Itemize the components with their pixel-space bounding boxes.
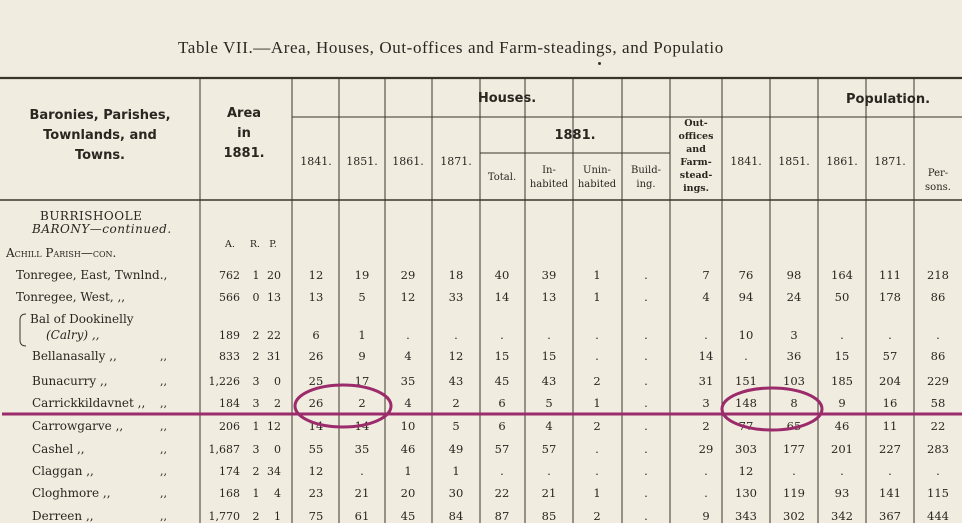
area-unit: R. bbox=[249, 239, 261, 250]
row-name: Cashel ,, bbox=[32, 442, 85, 456]
row-area-p: 4 bbox=[274, 487, 281, 500]
row-value: 4 bbox=[702, 290, 710, 304]
row-value: 4 bbox=[545, 419, 553, 433]
row-value: . bbox=[644, 396, 648, 410]
row-value: 10 bbox=[400, 419, 416, 433]
row-value: 1 bbox=[593, 290, 601, 304]
row-value: 15 bbox=[834, 349, 850, 363]
header-out-offices: Out- bbox=[684, 118, 708, 129]
row-area-a: 833 bbox=[219, 350, 240, 363]
header-persons: Per- bbox=[927, 168, 949, 179]
row-value: 9 bbox=[838, 396, 846, 410]
row-value: 2 bbox=[702, 419, 710, 433]
row-value: . bbox=[454, 328, 458, 342]
row-ditto: ,, bbox=[160, 375, 167, 388]
header-pop-year: 1841. bbox=[730, 155, 762, 168]
row-bracket bbox=[20, 314, 26, 346]
row-value: 94 bbox=[738, 290, 754, 304]
row-area-p: 34 bbox=[267, 465, 281, 478]
row-name: (Calry) ,, bbox=[46, 328, 100, 342]
row-value: 1 bbox=[404, 464, 412, 478]
row-value: 4 bbox=[404, 396, 412, 410]
row-value: 61 bbox=[354, 509, 370, 523]
header-pop-year: 1861. bbox=[826, 155, 858, 168]
header-pop-year: 1851. bbox=[778, 155, 810, 168]
row-value: 45 bbox=[400, 509, 416, 523]
row-area-r: 0 bbox=[252, 291, 260, 304]
row-area-p: 0 bbox=[274, 443, 281, 456]
row-value: 35 bbox=[400, 374, 416, 388]
header-sub-1881: ing. bbox=[636, 179, 656, 190]
row-name: Claggan ,, bbox=[32, 464, 94, 478]
row-value: 23 bbox=[308, 486, 324, 500]
row-value: 15 bbox=[494, 349, 510, 363]
row-value: 1 bbox=[452, 464, 460, 478]
row-value: . bbox=[644, 290, 648, 304]
header-sub-1881: Unin- bbox=[583, 165, 611, 176]
row-value: . bbox=[792, 464, 796, 478]
row-value: 5 bbox=[452, 419, 460, 433]
row-area-r: 2 bbox=[252, 465, 260, 478]
header-sub-1881: habited bbox=[577, 179, 617, 190]
row-value: 151 bbox=[735, 374, 757, 388]
area-unit: A. bbox=[225, 239, 235, 250]
row-name: Tonregee, East, Twnlnd., bbox=[16, 268, 168, 282]
row-value: 93 bbox=[834, 486, 850, 500]
row-value: 18 bbox=[448, 268, 464, 282]
row-ditto: ,, bbox=[160, 397, 167, 410]
row-value: 43 bbox=[541, 374, 557, 388]
row-value: 86 bbox=[930, 349, 946, 363]
row-ditto: ,, bbox=[160, 510, 167, 523]
area-unit: P. bbox=[269, 239, 277, 250]
row-value: 6 bbox=[498, 396, 506, 410]
row-value: 86 bbox=[930, 290, 946, 304]
row-value: 19 bbox=[354, 268, 370, 282]
row-value: 2 bbox=[358, 396, 366, 410]
row-area-r: 2 bbox=[252, 510, 260, 523]
row-area-a: 1,687 bbox=[208, 443, 240, 456]
row-area-p: 31 bbox=[267, 350, 281, 363]
row-value: 367 bbox=[879, 509, 901, 523]
header-sub-1881: Build- bbox=[631, 165, 661, 176]
row-value: 77 bbox=[738, 419, 754, 433]
row-value: . bbox=[704, 486, 708, 500]
header-out-offices: Farm- bbox=[680, 157, 712, 168]
row-area-r: 1 bbox=[252, 487, 260, 500]
row-area-p: 22 bbox=[267, 329, 281, 342]
row-value: 58 bbox=[930, 396, 946, 410]
row-value: 22 bbox=[930, 419, 946, 433]
row-value: 45 bbox=[494, 374, 510, 388]
row-value: 218 bbox=[927, 268, 949, 282]
header-out-offices: offices bbox=[678, 131, 714, 142]
row-value: 87 bbox=[494, 509, 510, 523]
row-value: 12 bbox=[308, 268, 324, 282]
row-value: . bbox=[547, 328, 551, 342]
row-value: 229 bbox=[927, 374, 949, 388]
row-value: . bbox=[644, 442, 648, 456]
row-area-p: 2 bbox=[274, 397, 281, 410]
row-value: . bbox=[936, 328, 940, 342]
row-value: 46 bbox=[834, 419, 850, 433]
row-value: . bbox=[644, 328, 648, 342]
row-value: 25 bbox=[308, 374, 324, 388]
row-ditto: ,, bbox=[160, 420, 167, 433]
row-value: 201 bbox=[831, 442, 853, 456]
row-value: 26 bbox=[308, 396, 324, 410]
header-year: 1861. bbox=[392, 155, 424, 168]
row-value: 50 bbox=[834, 290, 850, 304]
row-area-a: 168 bbox=[219, 487, 240, 500]
row-value: 302 bbox=[783, 509, 805, 523]
row-value: 76 bbox=[738, 268, 754, 282]
row-value: . bbox=[644, 374, 648, 388]
row-area-a: 1,226 bbox=[208, 375, 240, 388]
row-value: . bbox=[644, 268, 648, 282]
row-name: Carrickkildavnet ,, bbox=[32, 396, 146, 410]
row-value: 130 bbox=[735, 486, 757, 500]
row-value: . bbox=[936, 464, 940, 478]
row-value: . bbox=[595, 349, 599, 363]
row-value: 21 bbox=[541, 486, 557, 500]
row-area-p: 12 bbox=[267, 420, 281, 433]
row-value: 36 bbox=[786, 349, 802, 363]
row-value: 2 bbox=[452, 396, 460, 410]
row-value: . bbox=[644, 464, 648, 478]
row-value: . bbox=[595, 328, 599, 342]
header-houses: Houses. bbox=[477, 91, 537, 106]
row-area-r: 2 bbox=[252, 350, 260, 363]
row-value: 43 bbox=[448, 374, 464, 388]
row-value: 31 bbox=[698, 374, 714, 388]
row-value: 16 bbox=[882, 396, 898, 410]
row-value: 119 bbox=[783, 486, 805, 500]
row-value: 10 bbox=[738, 328, 754, 342]
header-year: 1871. bbox=[440, 155, 472, 168]
row-value: 33 bbox=[448, 290, 464, 304]
row-name: Bellanasally ,, bbox=[32, 349, 117, 363]
row-value: 148 bbox=[735, 396, 757, 410]
row-value: 111 bbox=[879, 268, 901, 282]
row-value: 55 bbox=[308, 442, 324, 456]
row-value: 8 bbox=[790, 396, 798, 410]
row-value: 3 bbox=[790, 328, 798, 342]
row-area-p: 20 bbox=[267, 269, 281, 282]
row-value: 444 bbox=[927, 509, 949, 523]
row-value: 85 bbox=[541, 509, 557, 523]
row-value: 40 bbox=[494, 268, 510, 282]
row-value: . bbox=[547, 464, 551, 478]
row-area-a: 206 bbox=[219, 420, 240, 433]
row-name: Tonregee, West, ,, bbox=[16, 290, 126, 304]
row-value: 98 bbox=[786, 268, 802, 282]
row-ditto: ,, bbox=[160, 487, 167, 500]
row-area-r: 3 bbox=[252, 397, 260, 410]
row-value: 29 bbox=[698, 442, 714, 456]
row-value: . bbox=[888, 328, 892, 342]
row-value: 12 bbox=[738, 464, 754, 478]
row-value: . bbox=[644, 509, 648, 523]
row-value: 141 bbox=[879, 486, 901, 500]
header-sub-1881: Total. bbox=[487, 172, 517, 183]
row-value: . bbox=[744, 349, 748, 363]
header-baronies: Towns. bbox=[74, 148, 126, 163]
row-value: . bbox=[644, 349, 648, 363]
row-value: 12 bbox=[448, 349, 464, 363]
row-value: . bbox=[595, 464, 599, 478]
row-area-r: 3 bbox=[252, 375, 260, 388]
row-value: 204 bbox=[879, 374, 901, 388]
row-value: 15 bbox=[541, 349, 557, 363]
row-name: Derreen ,, bbox=[32, 509, 94, 523]
row-value: 29 bbox=[400, 268, 416, 282]
row-value: 343 bbox=[735, 509, 757, 523]
barony-name: BURRISHOOLE bbox=[40, 209, 143, 223]
row-value: 2 bbox=[593, 419, 601, 433]
row-value: . bbox=[406, 328, 410, 342]
header-pop-year: 1871. bbox=[874, 155, 906, 168]
row-value: 26 bbox=[308, 349, 324, 363]
row-value: 39 bbox=[541, 268, 557, 282]
row-value: . bbox=[704, 464, 708, 478]
row-value: 65 bbox=[786, 419, 802, 433]
header-area: in bbox=[237, 126, 251, 141]
row-value: 12 bbox=[400, 290, 416, 304]
row-value: 227 bbox=[879, 442, 901, 456]
row-value: 164 bbox=[831, 268, 853, 282]
row-value: 75 bbox=[308, 509, 324, 523]
row-value: 1 bbox=[593, 486, 601, 500]
header-year: 1841. bbox=[300, 155, 332, 168]
row-name: Bunacurry ,, bbox=[32, 374, 108, 388]
row-value: 12 bbox=[308, 464, 324, 478]
row-value: . bbox=[644, 486, 648, 500]
row-name: Carrowgarve ,, bbox=[32, 419, 124, 433]
row-ditto: ,, bbox=[160, 443, 167, 456]
row-area-a: 184 bbox=[219, 397, 240, 410]
row-value: 178 bbox=[879, 290, 901, 304]
row-value: 30 bbox=[448, 486, 464, 500]
row-value: 6 bbox=[312, 328, 320, 342]
row-value: 9 bbox=[702, 509, 710, 523]
row-value: 57 bbox=[882, 349, 898, 363]
parish-name: Achill Parish—con. bbox=[6, 246, 117, 260]
header-year: 1851. bbox=[346, 155, 378, 168]
header-baronies: Townlands, and bbox=[43, 128, 157, 143]
row-value: . bbox=[500, 328, 504, 342]
row-value: 14 bbox=[354, 419, 370, 433]
row-value: 35 bbox=[354, 442, 370, 456]
row-value: 13 bbox=[541, 290, 557, 304]
row-value: 17 bbox=[354, 374, 370, 388]
row-value: 11 bbox=[882, 419, 898, 433]
header-area: 1881. bbox=[223, 146, 265, 161]
row-area-a: 566 bbox=[219, 291, 240, 304]
row-value: 177 bbox=[783, 442, 805, 456]
row-value: 46 bbox=[400, 442, 416, 456]
row-value: 283 bbox=[927, 442, 949, 456]
row-value: 14 bbox=[308, 419, 324, 433]
barony-continued: BARONY—continued. bbox=[32, 222, 172, 236]
row-value: . bbox=[840, 328, 844, 342]
row-value: . bbox=[360, 464, 364, 478]
row-area-a: 1,770 bbox=[208, 510, 240, 523]
row-value: . bbox=[840, 464, 844, 478]
row-area-r: 1 bbox=[252, 269, 260, 282]
row-area-a: 189 bbox=[219, 329, 240, 342]
table-title: Table VII.—Area, Houses, Out-offices and Farm-steadings, and Populatio bbox=[178, 38, 724, 57]
row-area-p: 0 bbox=[274, 375, 281, 388]
header-sub-1881: habited bbox=[529, 179, 569, 190]
header-baronies: Baronies, Parishes, bbox=[29, 108, 171, 123]
row-value: 20 bbox=[400, 486, 416, 500]
row-value: . bbox=[704, 328, 708, 342]
header-out-offices: ings. bbox=[683, 183, 709, 194]
row-value: 13 bbox=[308, 290, 324, 304]
row-value: . bbox=[888, 464, 892, 478]
header-1881: 1881. bbox=[554, 128, 596, 143]
row-area-r: 2 bbox=[252, 329, 260, 342]
row-area-r: 3 bbox=[252, 443, 260, 456]
row-value: 9 bbox=[358, 349, 366, 363]
row-value: 6 bbox=[498, 419, 506, 433]
row-area-a: 762 bbox=[219, 269, 240, 282]
row-value: 1 bbox=[593, 396, 601, 410]
row-value: 22 bbox=[494, 486, 510, 500]
row-value: 103 bbox=[783, 374, 805, 388]
header-persons: sons. bbox=[925, 182, 951, 193]
header-population: Population. bbox=[845, 92, 931, 107]
row-area-r: 1 bbox=[252, 420, 260, 433]
row-value: 7 bbox=[702, 268, 710, 282]
row-value: 5 bbox=[358, 290, 366, 304]
row-value: 1 bbox=[358, 328, 366, 342]
header-out-offices: and bbox=[686, 144, 706, 155]
row-ditto: ,, bbox=[160, 350, 167, 363]
row-value: 14 bbox=[698, 349, 714, 363]
row-value: . bbox=[595, 442, 599, 456]
row-value: 57 bbox=[541, 442, 557, 456]
row-name: Cloghmore ,, bbox=[32, 486, 111, 500]
row-ditto: ,, bbox=[160, 465, 167, 478]
row-value: 303 bbox=[735, 442, 757, 456]
row-area-p: 13 bbox=[267, 291, 281, 304]
row-value: 4 bbox=[404, 349, 412, 363]
row-value: . bbox=[644, 419, 648, 433]
row-value: 49 bbox=[448, 442, 464, 456]
row-value: 2 bbox=[593, 374, 601, 388]
row-area-a: 174 bbox=[219, 465, 240, 478]
header-sub-1881: In- bbox=[542, 165, 556, 176]
row-value: 115 bbox=[927, 486, 949, 500]
row-area-p: 1 bbox=[274, 510, 281, 523]
row-value: 21 bbox=[354, 486, 370, 500]
header-out-offices: stead- bbox=[679, 170, 713, 181]
row-value: 3 bbox=[702, 396, 710, 410]
row-value: 342 bbox=[831, 509, 853, 523]
row-value: 2 bbox=[593, 509, 601, 523]
row-value: 24 bbox=[786, 290, 802, 304]
row-value: 84 bbox=[448, 509, 464, 523]
row-value: 14 bbox=[494, 290, 510, 304]
row-name: Bal of Dookinelly bbox=[30, 312, 134, 326]
row-value: 1 bbox=[593, 268, 601, 282]
header-area: Area bbox=[226, 106, 262, 121]
row-value: 185 bbox=[831, 374, 853, 388]
row-value: 5 bbox=[545, 396, 553, 410]
row-value: 57 bbox=[494, 442, 510, 456]
row-value: . bbox=[500, 464, 504, 478]
